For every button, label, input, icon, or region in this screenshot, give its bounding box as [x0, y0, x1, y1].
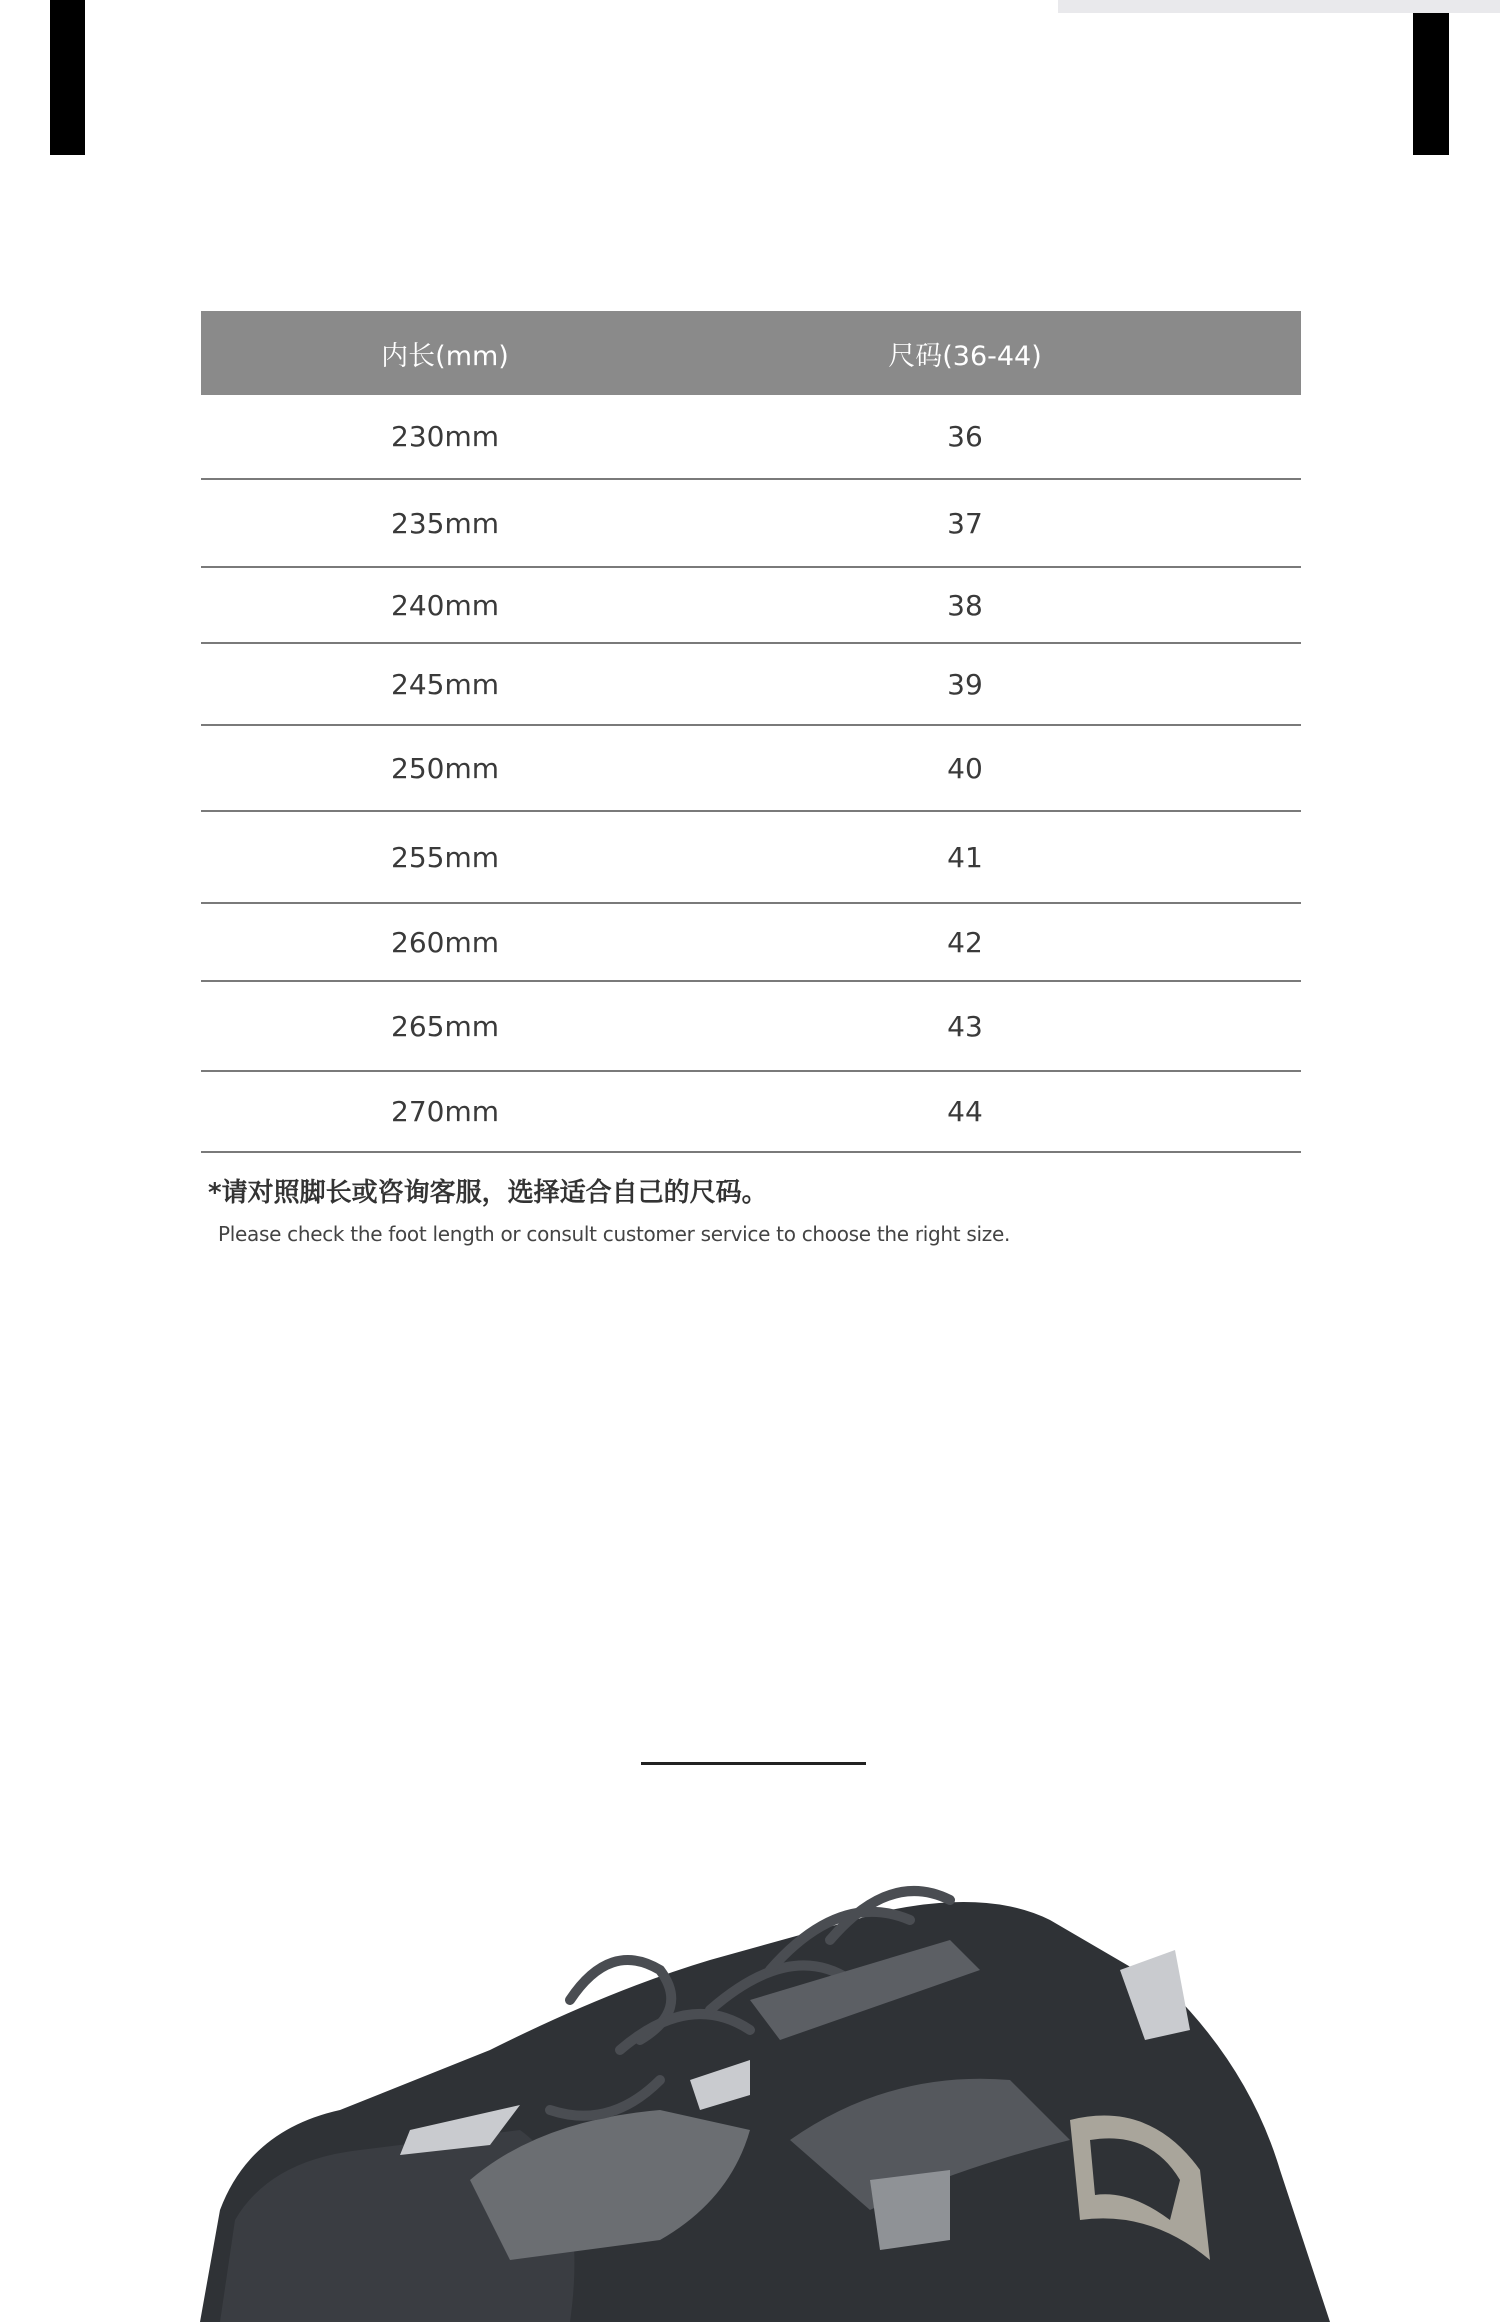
table-row — [201, 726, 1301, 812]
cell-size: 39 — [947, 667, 983, 701]
cell-length: 265mm — [391, 1009, 499, 1043]
section-divider — [641, 1762, 866, 1765]
cell-length: 250mm — [391, 751, 499, 785]
cell-size: 43 — [947, 1009, 983, 1043]
cell-length: 245mm — [391, 667, 499, 701]
table-row — [201, 480, 1301, 568]
cell-length: 270mm — [391, 1095, 499, 1128]
cell-length: 255mm — [391, 840, 499, 874]
size-note-english: Please check the foot length or consult customer service to choose the right size. — [218, 1222, 1011, 1246]
cell-length: 230mm — [391, 420, 499, 453]
table-row — [201, 568, 1301, 644]
table-row — [201, 904, 1301, 982]
size-note-chinese: *请对照脚长或咨询客服，选择适合自己的尺码。 — [208, 1178, 768, 1208]
sneaker-image — [190, 1880, 1330, 2322]
header-inner-length: 内长(mm) — [381, 340, 509, 372]
table-row — [201, 812, 1301, 904]
cell-length: 260mm — [391, 925, 499, 959]
cell-size: 37 — [947, 506, 983, 540]
cell-size: 44 — [947, 1095, 983, 1128]
size-chart-table — [201, 311, 1301, 1153]
right-black-bar — [1413, 0, 1449, 155]
cell-length: 235mm — [391, 506, 499, 540]
table-row — [201, 395, 1301, 480]
top-grey-band — [1058, 0, 1500, 13]
cell-size: 38 — [947, 588, 983, 622]
cell-size: 40 — [947, 751, 983, 785]
cell-size: 41 — [947, 840, 983, 874]
left-black-bar — [50, 0, 85, 155]
cell-length: 240mm — [391, 588, 499, 622]
cell-size: 36 — [947, 420, 983, 453]
header-size: 尺码(36-44) — [888, 340, 1042, 372]
table-row — [201, 644, 1301, 726]
table-row — [201, 1072, 1301, 1153]
table-row — [201, 982, 1301, 1072]
cell-size: 42 — [947, 925, 983, 959]
table-header — [201, 311, 1301, 395]
